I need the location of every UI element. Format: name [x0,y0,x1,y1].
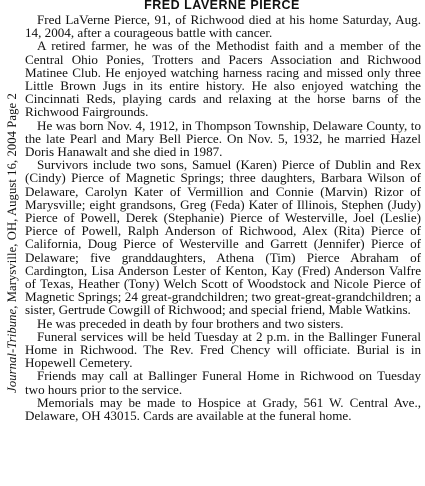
publication-name: Journal-Tribune [5,308,19,393]
obituary-paragraph: Funeral services will be held Tuesday at 2 p.m. in the Ballinger Funeral Home in Richwood. The Rev. Fred Chency will officiate. Burial is in Hopewell Cemetery. [25,328,421,371]
obituary-paragraph: Fred LaVerne Pierce, 91, of Richwood died at his home Saturday, Aug. 14, 2004, after a courageous battle with cancer. [25,12,421,41]
obituary-paragraph: A retired farmer, he was of the Methodist faith and a member of the Central Ohio Ponies, Trotters and Pacers Association and Richwood Matinee Club. He enjoyed watching harness racing and missed only three Little Brown Jugs in its entire history. He also enjoyed watching the Cincinnati Reds, playing cards and relaxing at the horse barns of the Richwood Fairgrounds. [25,38,421,120]
publication-details: , Marysville, OH, August 16, 2004 Page 2 [5,93,19,309]
obituary-paragraph: Survivors include two sons, Samuel (Karen) Pierce of Dublin and Rex (Cindy) Pierce of Magnetic Springs; three daughters, Barbara Wilson of Delaware, Carolyn Kater of Vermillion and Connie (Marvin) Rizor of Marysville; eight grandsons, Greg (Feda) Kater of Illinois, Stephen (Judy) Pierce of Powell, Derek (Stephanie) Pierce of Westerville, Joel (Leslie) Pierce of Powell, Ralph Anderson of Richwood, Alex (Rita) Pierce of California, Doug Pierce of Westerville and Garrett (Jennifer) Pierce of Delaware; five granddaughters, Athena (Tim) Pierce Abraham of Cardington, Lisa Anderson Lester of Kenton, Kay (Fred) Anderson Valfre of Texas, Heather (Tony) Welch Scott of Woodstock and Nicole Pierce of Magnetic Springs; 24 great-grandchildren; two great-great-grandchildren; a sister, Gertrude Cowgill of Richwood; and special friend, Mable Watkins. [25,157,421,318]
obituary-paragraph: Memorials may be made to Hospice at Grady, 561 W. Central Ave., Delaware, OH 43015. Cards are available at the funeral home. [25,394,421,424]
obituary-paragraph: He was preceded in death by four brothers and two sisters. [37,315,344,331]
publication-caption [4,0,20,486]
obituary-paragraph: Friends may call at Ballinger Funeral Home in Richwood on Tuesday two hours prior to the service. [25,368,421,397]
obituary-paragraph: He was born Nov. 4, 1912, in Thompson Township, Delaware County, to the late Pearl and Mary Bell Pierce. On Nov. 5, 1932, he married Hazel Doris Hanawalt and she died in 1987. [25,117,421,160]
obituary-headline: FRED LAVERNE PIERCE [144,0,300,12]
obituary-body [25,13,421,422]
